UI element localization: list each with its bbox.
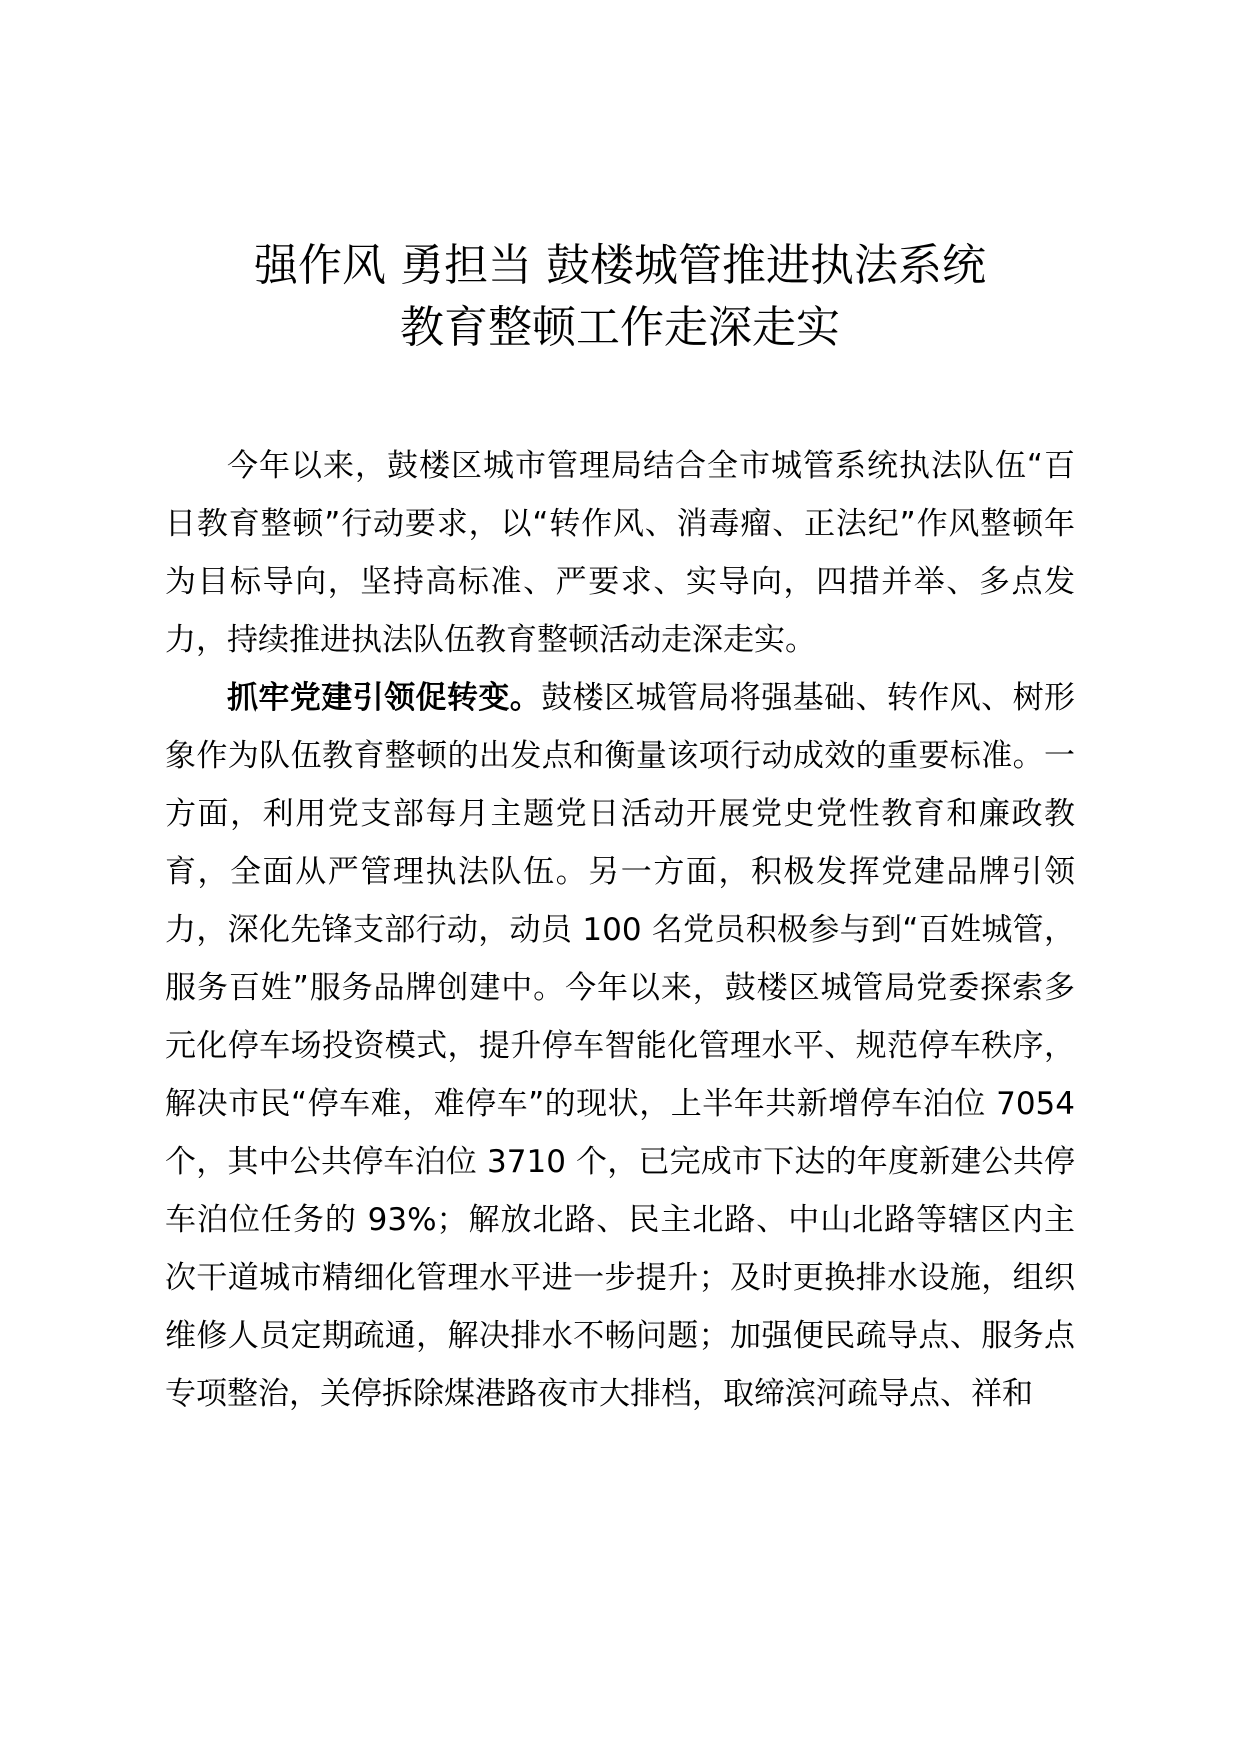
title-line-2: 教育整顿工作走深走实	[400, 302, 840, 353]
paragraph-body-text: 鼓楼区城管局将强基础、转作风、树形象作为队伍教育整顿的出发点和衡量该项行动成效的重要标准。一方面，利用党支部每月主题党日活动开展党史党性教育和廉政教育，全面从严管理执法队伍。另一方面，积极发挥党建品牌引领力，深化先锋支部行动，动员 100 名党员积极参与到“百姓城管，服务百姓”服务品牌创建中。今年以来，鼓楼区城管局党委探索多元化停车场投资模式，提升停车智能化管理水平、规范停车秩序，解决市民“停车难，难停车”的现状，上半年共新增停车泊位 7054 个，其中公共停车泊位 3710 个，已完成市下达的年度新建公共停车泊位任务的 93%；解放北路、民主北路、中山北路等辖区内主次干道城市精细化管理水平进一步提升；及时更换排水设施，组织维修人员定期疏通，解决排水不畅问题；加强便民疏导点、服务点专项整治，关停拆除煤港路夜市大排档，取缔滨河疏导点、祥和	[165, 680, 1076, 1412]
paragraph-party-building	[165, 669, 1075, 1423]
paragraph-lead-heading: 抓牢党建引领促转变。	[227, 680, 542, 716]
document-body	[165, 437, 1075, 1423]
title-line-1: 强作风 勇担当 鼓楼城管推进执法系统	[254, 240, 986, 291]
paragraph-intro: 今年以来，鼓楼区城市管理局结合全市城管系统执法队伍“百日教育整顿”行动要求，以“转作风、消毒瘤、正法纪”作风整顿年为目标导向，坚持高标准、严要求、实导向，四措并举、多点发力，持续推进执法队伍教育整顿活动走深走实。	[165, 448, 1075, 658]
document-title	[165, 235, 1075, 359]
